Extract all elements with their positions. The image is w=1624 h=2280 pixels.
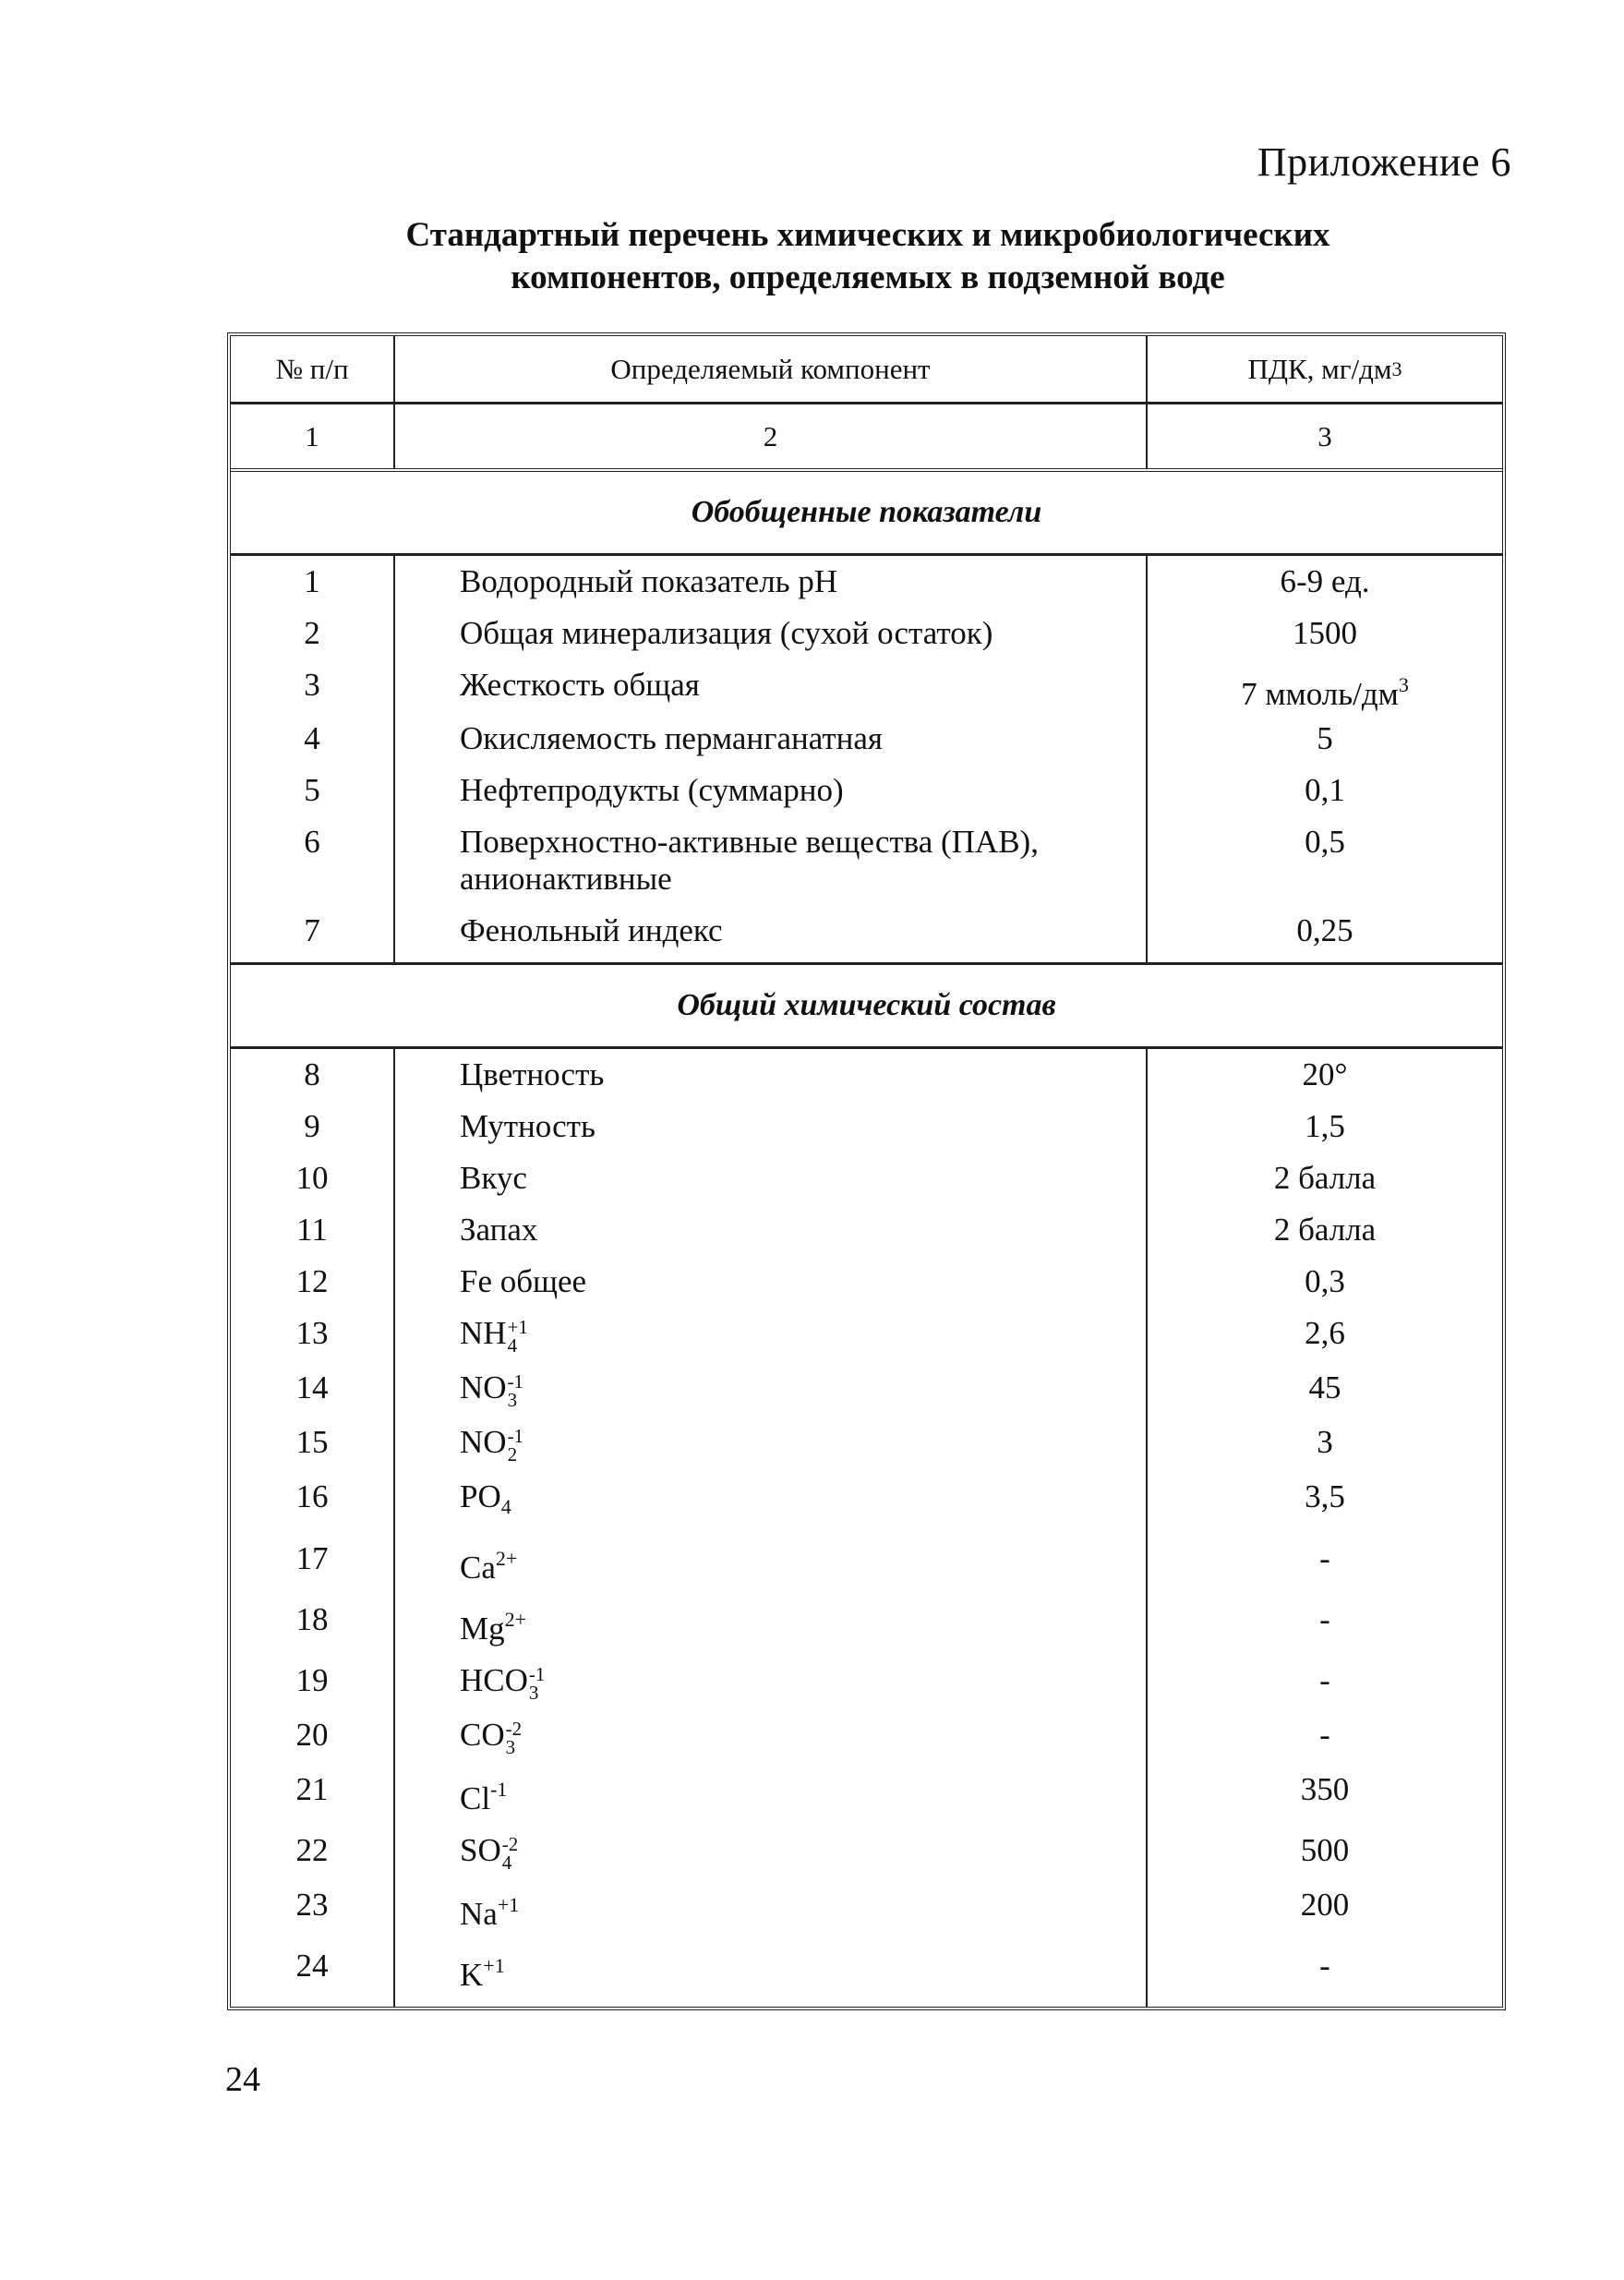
- pdk-value-text: -: [1319, 1947, 1330, 1984]
- row-number: 17: [231, 1533, 395, 1594]
- formula-sup: -1: [507, 1369, 524, 1393]
- pdk-value-text: 3: [1317, 1423, 1333, 1460]
- table-row: [231, 1594, 1502, 1655]
- row-number: 21: [231, 1764, 395, 1825]
- pdk-value: [1148, 816, 1502, 905]
- component-name: Мутность: [395, 1101, 1148, 1152]
- pdk-value: [1148, 765, 1502, 816]
- formula-charge-stack: [507, 1424, 524, 1466]
- row-number: 24: [231, 1940, 395, 2007]
- table-row: [231, 1879, 1502, 1940]
- formula-base: Ca: [460, 1549, 496, 1586]
- pdk-value: [1148, 1709, 1502, 1764]
- title-line-1: Стандартный перечень химических и микробиологических: [405, 216, 1330, 254]
- pdk-value-text: 350: [1300, 1770, 1350, 1807]
- table-row: [231, 1417, 1502, 1471]
- formula-sup: 2+: [495, 1546, 518, 1570]
- component-name: [395, 1709, 1148, 1764]
- row-number: 1: [231, 556, 395, 608]
- component-name: [395, 1655, 1148, 1709]
- table-row: [231, 1049, 1502, 1101]
- formula-charge-stack: [501, 1832, 519, 1874]
- component-name: Фенольный индекс: [395, 905, 1148, 962]
- pdk-value: [1148, 1533, 1502, 1594]
- pdk-value: [1148, 1204, 1502, 1256]
- component-name: Водородный показатель pH: [395, 556, 1148, 608]
- pdk-value: [1148, 1308, 1502, 1362]
- pdk-value-text: 6-9 ед.: [1280, 563, 1370, 599]
- pdk-value-text: 2 балла: [1273, 1212, 1377, 1248]
- pdk-value-text: 2 балла: [1273, 1160, 1377, 1196]
- column-number-row: [231, 404, 1502, 472]
- pdk-value-text: 500: [1300, 1831, 1350, 1868]
- formula-sub: 3: [505, 1735, 516, 1758]
- pdk-value-text: 5: [1317, 720, 1333, 756]
- pdk-value-text: 0,25: [1296, 912, 1353, 948]
- table-row: [231, 1256, 1502, 1308]
- table-row: [231, 1308, 1502, 1362]
- pdk-value: [1148, 1049, 1502, 1101]
- header-component: Определяемый компонент: [395, 336, 1148, 402]
- formula-sup: +1: [497, 1892, 520, 1916]
- table-row: [231, 816, 1502, 905]
- formula-charge-stack: [528, 1662, 546, 1704]
- row-number: 22: [231, 1825, 395, 1879]
- formula-sub: 4: [507, 1333, 518, 1357]
- pdk-value: [1148, 1417, 1502, 1471]
- table-row: [231, 1533, 1502, 1594]
- pdk-value: [1148, 608, 1502, 659]
- component-name: Общая минерализация (сухой остаток): [395, 608, 1148, 659]
- component-name: Окисляемость перманганатная: [395, 713, 1148, 765]
- formula-sup: -2: [505, 1717, 523, 1740]
- table-row: [231, 1940, 1502, 2007]
- column-number: 2: [395, 404, 1148, 468]
- pdk-value-text: 0,5: [1305, 824, 1345, 860]
- chemical-formula: [460, 1716, 523, 1758]
- pdk-value: [1148, 556, 1502, 608]
- section-title-general: Обобщенные показатели: [231, 472, 1502, 556]
- row-number: 7: [231, 905, 395, 962]
- table-row: [231, 659, 1502, 713]
- table-row: [231, 556, 1502, 608]
- formula-charge-stack: [507, 1315, 528, 1357]
- formula-base: SO: [460, 1831, 501, 1868]
- section-title-chemical: Общий химический состав: [231, 962, 1502, 1049]
- table-row: [231, 608, 1502, 659]
- table-row: [231, 1362, 1502, 1417]
- pdk-value-text: 1500: [1293, 615, 1357, 651]
- row-number: 4: [231, 713, 395, 765]
- document-title: [222, 214, 1514, 299]
- table-row: [231, 1204, 1502, 1256]
- formula-base: NO: [460, 1423, 507, 1460]
- component-name: Нефтепродукты (суммарно): [395, 765, 1148, 816]
- component-name: [395, 1533, 1148, 1594]
- table-row: [231, 1764, 1502, 1825]
- chemical-formula: [460, 1607, 527, 1647]
- formula-sup: -2: [501, 1832, 519, 1855]
- formula-base: CO: [460, 1716, 505, 1753]
- row-number: 10: [231, 1152, 395, 1204]
- header-num: № п/п: [231, 336, 395, 402]
- pdk-value: [1148, 659, 1502, 713]
- pdk-value-text: 45: [1308, 1369, 1341, 1405]
- pdk-value-text: 2,6: [1305, 1315, 1345, 1351]
- pdk-value: [1148, 1362, 1502, 1417]
- formula-sub: 4: [500, 1494, 511, 1518]
- component-name: Поверхностно-активные вещества (ПАВ), анионактивные: [395, 816, 1148, 905]
- section-general-rows: [231, 556, 1502, 962]
- pdk-value-text: -: [1319, 1716, 1330, 1753]
- pdk-value: [1148, 1101, 1502, 1152]
- table-row: [231, 1655, 1502, 1709]
- component-name: [395, 1940, 1148, 2007]
- formula-sub: 3: [507, 1388, 518, 1411]
- pdk-value-text: 0,3: [1305, 1263, 1345, 1299]
- chemical-formula: [460, 1953, 505, 1993]
- formula-sup: +1: [507, 1315, 528, 1338]
- formula-base: NH: [460, 1315, 507, 1351]
- pdk-value-text: -: [1319, 1539, 1330, 1576]
- pdk-value-text: 20°: [1302, 1056, 1348, 1092]
- pdk-value-text: 0,1: [1305, 772, 1345, 808]
- formula-sup: -1: [528, 1662, 546, 1685]
- formula-charge-stack: [507, 1369, 524, 1411]
- table-row: [231, 1709, 1502, 1764]
- pdk-value-text: 3,5: [1305, 1478, 1345, 1514]
- formula-sub: 4: [501, 1851, 512, 1874]
- table-row: [231, 905, 1502, 962]
- formula-sup: 2+: [504, 1607, 527, 1631]
- component-name: [395, 1879, 1148, 1940]
- pdk-value: [1148, 1879, 1502, 1940]
- chemical-formula: [460, 1369, 524, 1411]
- header-pdk-text: ПДК, мг/дм: [1247, 352, 1392, 385]
- component-name: Цветность: [395, 1049, 1148, 1101]
- chemical-formula: [460, 1661, 546, 1704]
- formula-sup: +1: [483, 1953, 505, 1977]
- component-name: [395, 1362, 1148, 1417]
- formula-base: HCO: [460, 1661, 528, 1698]
- pdk-value-text: 200: [1300, 1886, 1350, 1923]
- row-number: 20: [231, 1709, 395, 1764]
- pdk-value: [1148, 1825, 1502, 1879]
- row-number: 18: [231, 1594, 395, 1655]
- chemical-formula: [460, 1315, 528, 1357]
- pdk-value: [1148, 1152, 1502, 1204]
- component-name: [395, 1594, 1148, 1655]
- chemical-formula: [460, 1478, 511, 1518]
- component-name: Вкус: [395, 1152, 1148, 1204]
- pdk-value-text: -: [1319, 1661, 1330, 1698]
- formula-base: NO: [460, 1369, 507, 1405]
- table-row: [231, 1152, 1502, 1204]
- formula-sub: 3: [528, 1681, 539, 1704]
- row-number: 5: [231, 765, 395, 816]
- pdk-value: [1148, 1256, 1502, 1308]
- formula-base: Cl: [460, 1779, 491, 1816]
- row-number: 19: [231, 1655, 395, 1709]
- chemical-formula: [460, 1831, 519, 1874]
- header-pdk: [1148, 336, 1502, 402]
- row-number: 11: [231, 1204, 395, 1256]
- chemical-formula: [460, 1892, 520, 1932]
- pdk-value-text: -: [1319, 1600, 1330, 1637]
- row-number: 3: [231, 659, 395, 713]
- table-row: [231, 765, 1502, 816]
- row-number: 23: [231, 1879, 395, 1940]
- component-name: Жесткость общая: [395, 659, 1148, 713]
- row-number: 2: [231, 608, 395, 659]
- pdk-value: [1148, 1764, 1502, 1825]
- pdk-value-sup: 3: [1398, 673, 1409, 696]
- chemical-formula: [460, 1777, 508, 1816]
- components-table: [227, 332, 1506, 2010]
- row-number: 8: [231, 1049, 395, 1101]
- component-name: Fe общее: [395, 1256, 1148, 1308]
- formula-base: Na: [460, 1895, 498, 1932]
- formula-sup: -1: [507, 1424, 524, 1447]
- formula-charge-stack: [506, 1719, 523, 1756]
- formula-base: K: [460, 1956, 484, 1993]
- table-row: [231, 713, 1502, 765]
- row-number: 16: [231, 1471, 395, 1533]
- row-number: 6: [231, 816, 395, 905]
- component-name: Запах: [395, 1204, 1148, 1256]
- table-header-row: [231, 336, 1502, 404]
- row-number: 13: [231, 1308, 395, 1362]
- formula-sup: -1: [490, 1777, 508, 1801]
- component-name: [395, 1825, 1148, 1879]
- component-name: [395, 1471, 1148, 1533]
- table-row: [231, 1471, 1502, 1533]
- column-number: 1: [231, 404, 395, 468]
- pdk-value: [1148, 1940, 1502, 2007]
- chemical-formula: [460, 1423, 524, 1466]
- pdk-value: [1148, 905, 1502, 962]
- chemical-formula: [460, 1546, 518, 1586]
- pdk-value: [1148, 713, 1502, 765]
- column-number: 3: [1317, 419, 1332, 452]
- table-row: [231, 1101, 1502, 1152]
- appendix-label: Приложение 6: [1257, 139, 1511, 185]
- component-name: [395, 1308, 1148, 1362]
- formula-sub: 2: [507, 1442, 518, 1466]
- row-number: 15: [231, 1417, 395, 1471]
- formula-base: PO: [460, 1478, 501, 1514]
- pdk-value: [1148, 1655, 1502, 1709]
- pdk-value-text: 7 ммоль/дм: [1241, 676, 1399, 712]
- row-number: 9: [231, 1101, 395, 1152]
- component-name: [395, 1764, 1148, 1825]
- row-number: 12: [231, 1256, 395, 1308]
- pdk-value-text: 1,5: [1305, 1108, 1345, 1144]
- formula-base: Mg: [460, 1610, 505, 1647]
- component-name: [395, 1417, 1148, 1471]
- page-number: 24: [225, 2060, 260, 2099]
- header-pdk-sup: 3: [1391, 356, 1402, 380]
- pdk-value: [1148, 1594, 1502, 1655]
- table-row: [231, 1825, 1502, 1879]
- title-line-2: компонентов, определяемых в подземной воде: [511, 259, 1225, 296]
- section-chemical-rows: [231, 1049, 1502, 2007]
- row-number: 14: [231, 1362, 395, 1417]
- pdk-value: [1148, 1471, 1502, 1533]
